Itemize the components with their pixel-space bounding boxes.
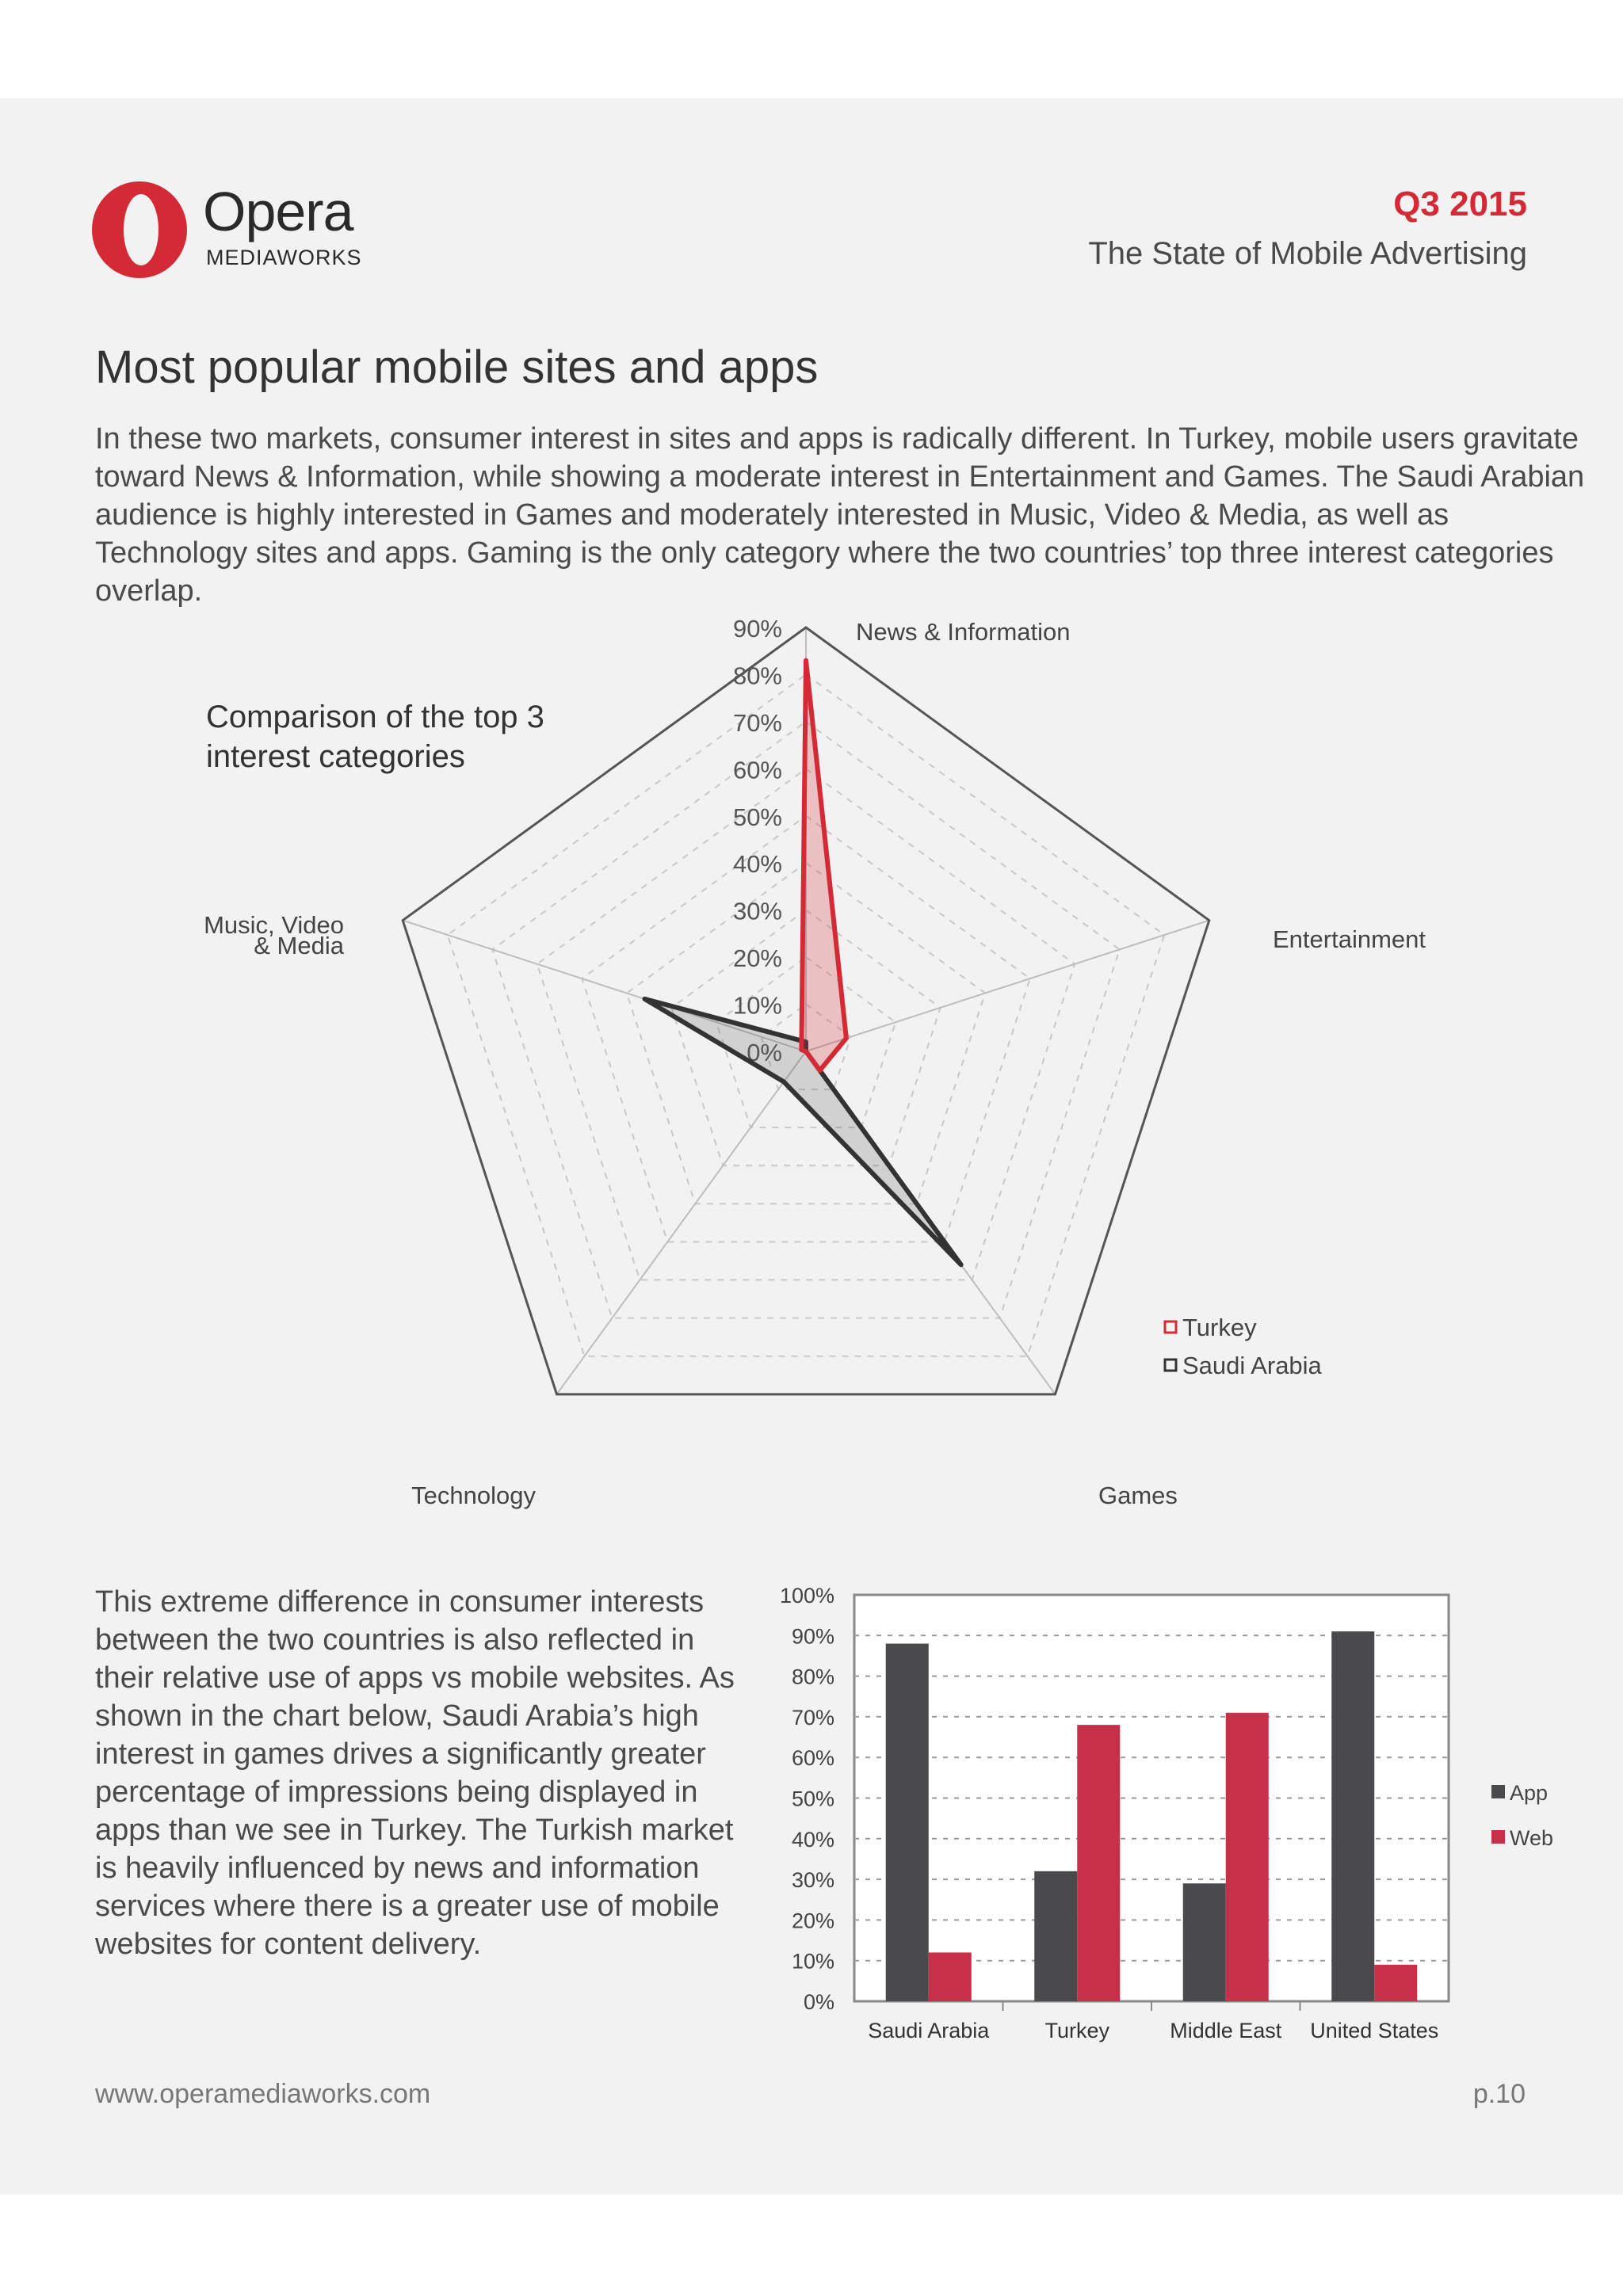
bar-x-tick-label: Middle East	[1170, 2019, 1282, 2042]
section-heading: Most popular mobile sites and apps	[95, 341, 819, 393]
bar-y-tick-label: 60%	[791, 1746, 834, 1771]
brand-name: Opera	[203, 181, 353, 242]
radar-series-turkey	[801, 661, 846, 1070]
radar-tick-label: 10%	[732, 991, 782, 1020]
radar-category-label: Technology	[411, 1482, 536, 1509]
radar-tick-label: 70%	[732, 708, 782, 737]
radar-title-line-2: interest categories	[206, 739, 465, 774]
bar-web-turkey	[1077, 1725, 1120, 2001]
legend-label-app: App	[1510, 1781, 1549, 1805]
bar-y-tick-label: 40%	[791, 1827, 834, 1852]
bar-y-tick-label: 10%	[791, 1949, 834, 1974]
bar-x-tick-label: United States	[1310, 2019, 1439, 2042]
legend-swatch-web	[1491, 1830, 1505, 1844]
bottom-paragraph: This extreme difference in consumer interests between the two countries is also reflected in their relative use of apps vs mobile websites. As shown in the chart below, Saudi Arabia’s high interest in games drives a significantly greater percentage of impressions being displayed in apps than we see in Turkey. The Turkish market is heavily influenced by news and information services where there is a greater use of mobile websites for content delivery.	[95, 1585, 735, 1961]
opera-logo-icon	[89, 179, 190, 280]
bar-chart	[0, 1577, 1623, 2052]
legend-swatch-turkey	[1165, 1322, 1176, 1333]
radar-chart	[0, 602, 1623, 1521]
intro-paragraph: In these two markets, consumer interest in sites and apps is radically different. In Turkey, mobile users gravitate toward News & Information, while showing a moderate interest in Entertainment and Games. The Saudi Arabian audience is highly interested in Games and moderately interested in Music, Video & Media, as well as Technology sites and apps. Gaming is the only category where the two countries’ top three interest categories overlap.	[95, 422, 1585, 608]
bar-y-tick-label: 30%	[791, 1868, 834, 1893]
radar-tick-label: 40%	[732, 850, 782, 879]
bar-web-middle-east	[1226, 1713, 1269, 2001]
bar-y-tick-label: 90%	[791, 1624, 834, 1649]
page-number: p.10	[1472, 2079, 1526, 2109]
bar-app-united-states	[1331, 1631, 1374, 2001]
radar-spoke	[806, 921, 1209, 1051]
radar-category-label: Entertainment	[1273, 925, 1426, 953]
radar-tick-label: 80%	[732, 662, 782, 690]
bar-y-tick-label: 80%	[791, 1665, 834, 1689]
radar-spoke	[557, 1051, 806, 1394]
radar-chart-title	[206, 700, 553, 774]
bar-y-tick-label: 100%	[779, 1584, 834, 1608]
radar-category-label: Music, Video & Media	[204, 911, 344, 959]
report-title: The State of Mobile Advertising	[1088, 236, 1527, 271]
footer-url[interactable]: www.operamediaworks.com	[95, 2079, 431, 2109]
bar-y-tick-label: 50%	[791, 1787, 834, 1811]
bar-app-turkey	[1034, 1871, 1077, 2001]
radar-tick-label: 20%	[732, 944, 782, 973]
radar-legend	[1165, 1314, 1323, 1379]
bar-app-middle-east	[1183, 1883, 1226, 2001]
legend-swatch-app	[1491, 1785, 1505, 1798]
bar-app-saudi-arabia	[886, 1644, 929, 2001]
bar-y-tick-label: 0%	[803, 1990, 834, 2014]
legend-label-turkey: Turkey	[1182, 1314, 1257, 1341]
bar-x-tick-label: Saudi Arabia	[868, 2019, 990, 2042]
radar-title-line-1: Comparison of the top 3	[206, 700, 544, 734]
brand-subtitle: MEDIAWORKS	[206, 246, 362, 269]
bar-x-tick-label: Turkey	[1044, 2019, 1110, 2042]
bar-legend	[1491, 1781, 1553, 1850]
bar-web-united-states	[1374, 1965, 1417, 2001]
legend-label-web: Web	[1510, 1826, 1554, 1850]
radar-series	[644, 661, 960, 1265]
report-quarter: Q3 2015	[1393, 185, 1527, 223]
radar-tick-label: 60%	[732, 756, 782, 784]
bar-web-saudi-arabia	[929, 1952, 972, 2001]
bar-y-tick-label: 20%	[791, 1909, 834, 1933]
bar-y-tick-label: 70%	[791, 1705, 834, 1730]
radar-tick-label: 90%	[732, 615, 782, 643]
radar-category-label: Games	[1098, 1482, 1178, 1509]
radar-category-label: News & Information	[856, 618, 1071, 646]
legend-swatch-saudi-arabia	[1165, 1360, 1176, 1371]
radar-tick-label: 50%	[732, 803, 782, 831]
radar-tick-label: 30%	[732, 897, 782, 925]
legend-label-saudi-arabia: Saudi Arabia	[1182, 1352, 1322, 1379]
